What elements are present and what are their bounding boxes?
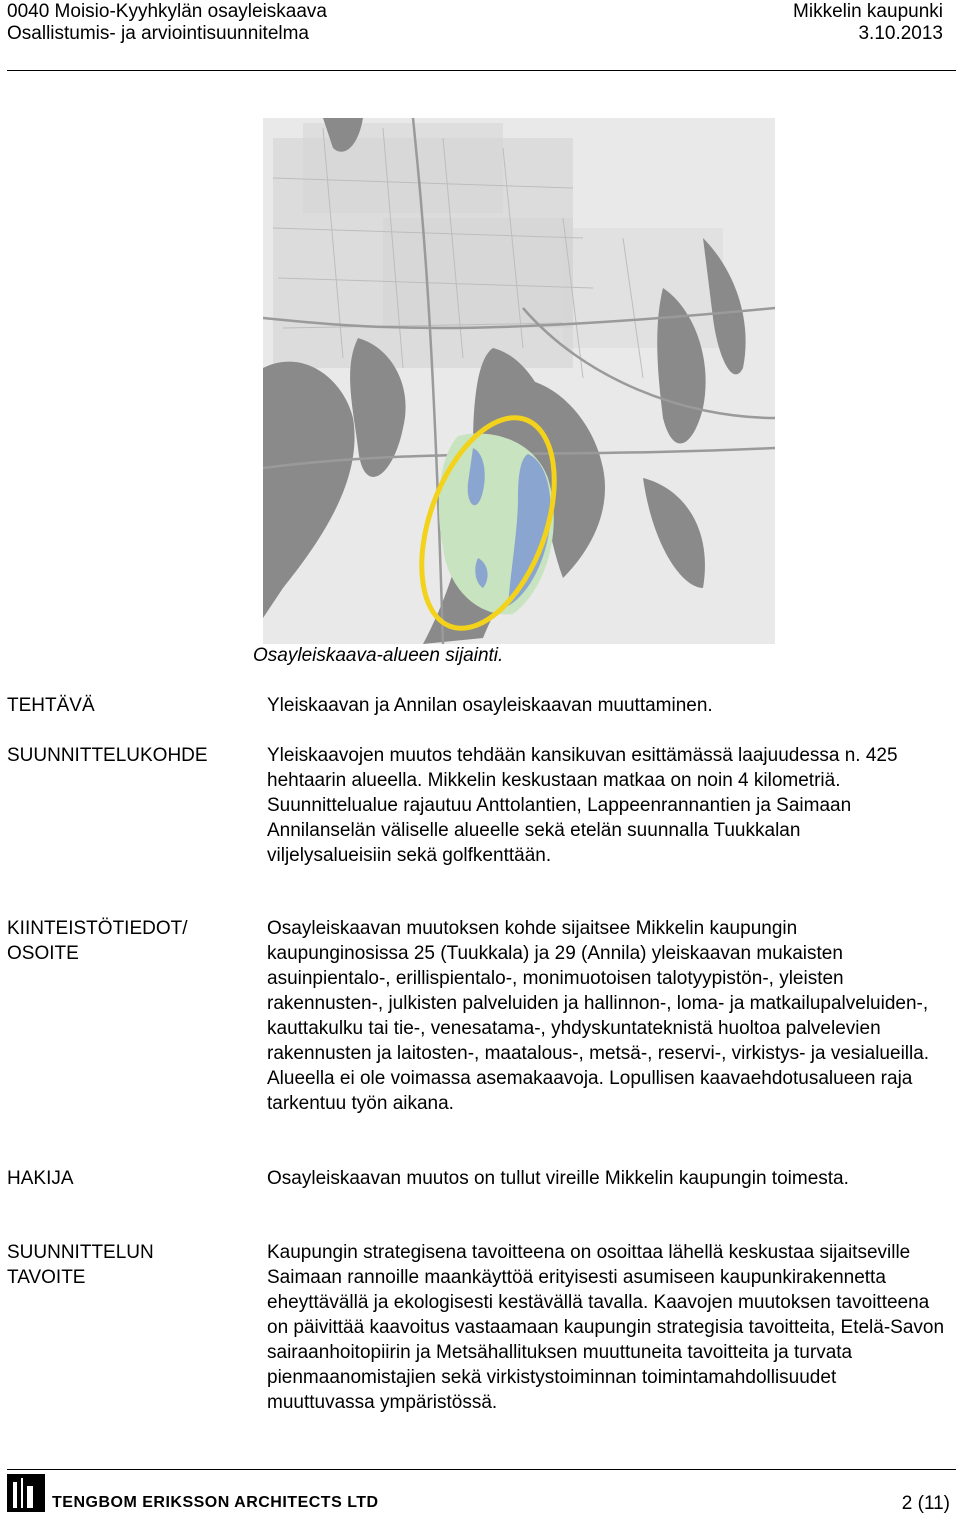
header-right — [793, 1, 943, 45]
section-text-task: Yleiskaavan ja Annilan osayleiskaavan muuttaminen. — [267, 695, 713, 716]
project-title: 0040 Moisio-Kyyhkylän osayleiskaava — [7, 1, 327, 22]
page-number: 2 (11) — [901, 1493, 950, 1514]
section-label-property-info: KIINTEISTÖTIEDOT/ OSOITE — [7, 918, 188, 964]
section-label-applicant: HAKIJA — [7, 1168, 74, 1189]
header-divider — [7, 70, 956, 71]
document-date: 3.10.2013 — [858, 23, 943, 44]
section-text-planning-goal: Kaupungin strategisena tavoitteena on osoittaa lähellä keskustaa sijaitseville Saimaan rannoille maankäyttöä erityisesti asumiseen kaupunkirakennetta eheyttävällä ja ekologisesti kestävällä tavalla. Kaavojen muutoksen tavoitteena on päivittää kaavoitus vastaamaan kaupungin strategisia tavoitteita, Etelä-Savon sairaanhoitopiirin ja Metsähallituksen muuttuneita tavoitteita ja turvata pienmaanomistajien sekä virkistystoiminnan toimintamahdollisuudet muuttuvassa ympäristössä. — [267, 1242, 945, 1413]
municipality: Mikkelin kaupunki — [793, 1, 943, 22]
section-text-planning-target: Yleiskaavojen muutos tehdään kansikuvan esittämässä laajuudessa n. 425 hehtaarin alueella. Mikkelin keskustaan matkaa on noin 4 kilometriä. Suunnittelualue rajautuu Anttolantien, Lappeenrannantien ja Saimaan Annilanselän väliselle alueelle sekä etelän suunnalla Tuukkalan viljelysalueisiin sekä golfkenttään. — [267, 745, 898, 866]
figure-caption: Osayleiskaava-alueen sijainti. — [253, 645, 504, 666]
location-map — [263, 118, 775, 644]
footer-divider — [7, 1469, 956, 1470]
company-name: TENGBOM ERIKSSON ARCHITECTS LTD — [52, 1494, 379, 1511]
document-type: Osallistumis- ja arviointisuunnitelma — [7, 23, 309, 44]
section-label-task: TEHTÄVÄ — [7, 695, 95, 716]
section-label-planning-goal: SUUNNITTELUN TAVOITE — [7, 1242, 154, 1288]
company-logo-icon — [7, 1474, 45, 1512]
section-text-property-info: Osayleiskaavan muutoksen kohde sijaitsee Mikkelin kaupungin kaupunginosissa 25 (Tuukkala) ja 29 (Annila) yleiskaavan mukaisten asuinpientalo-, erillispientalo-, monimuotoisen talotyypistön-, yleisten rakennusten-, julkisten palveluiden ja hallinnon-, loma- ja matkailupalveluiden-, kauttakulku tai tie-, venesatama-, yhdyskuntateknistä huoltoa palvelevien rakennusten ja laitosten-, maatalous-, metsä-, reservi-, virkistys- ja vesialueilla. Alueella ei ole voimassa asemakaavoja. Lopullisen kaavaehdotusalueen raja tarkentuu työn aikana. — [267, 918, 930, 1114]
section-label-planning-target: SUUNNITTELUKOHDE — [7, 745, 208, 766]
header-left — [7, 1, 327, 45]
section-text-applicant: Osayleiskaavan muutos on tullut vireille Mikkelin kaupungin toimesta. — [267, 1168, 849, 1189]
